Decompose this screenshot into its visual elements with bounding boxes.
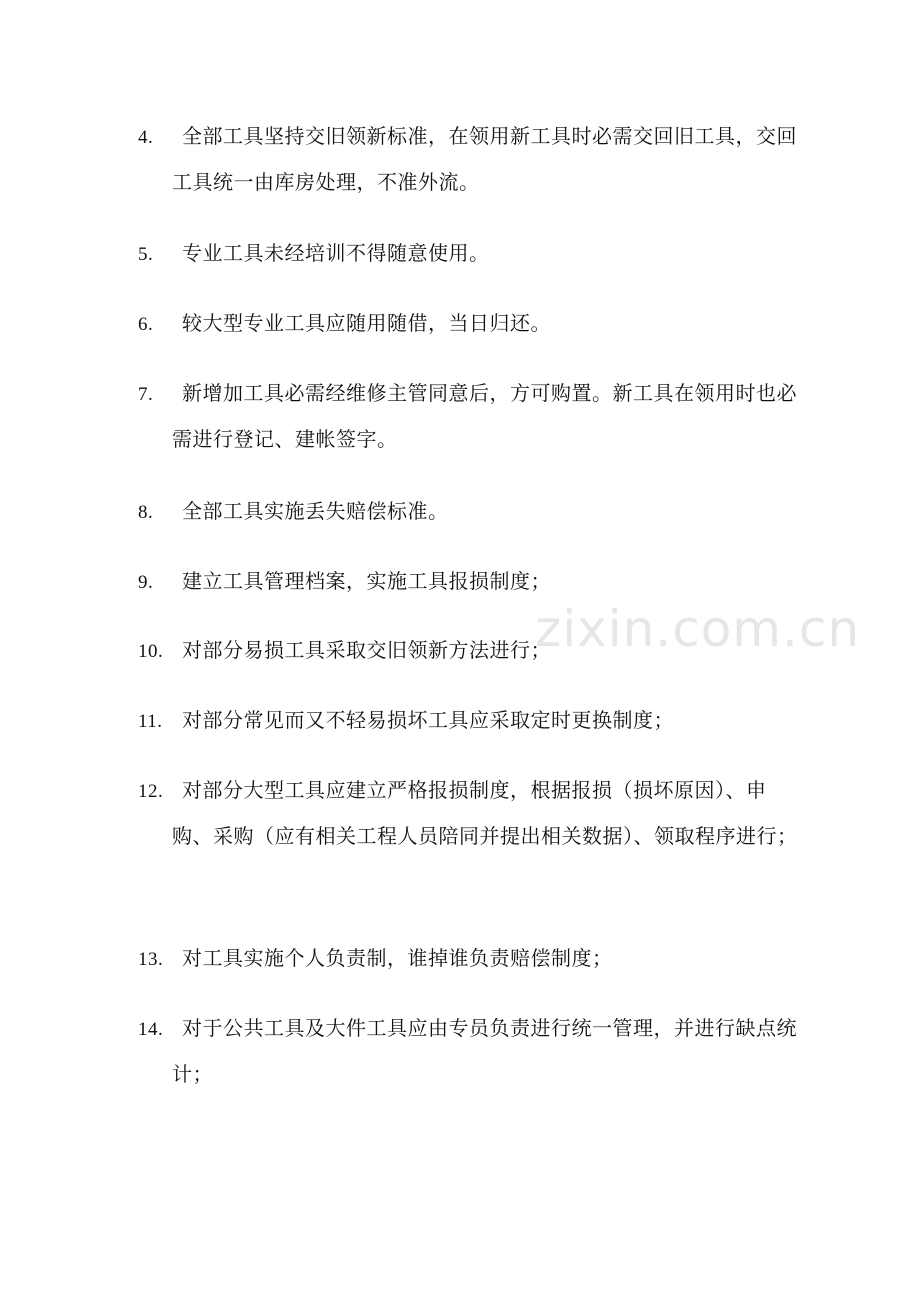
item-number: 7. (138, 384, 154, 405)
list-item (138, 300, 798, 348)
list-item (138, 488, 798, 536)
item-number: 10. (138, 641, 164, 662)
item-number: 4. (138, 127, 154, 148)
list-item (138, 767, 798, 848)
item-number: 9. (138, 572, 154, 593)
item-number: 6. (138, 314, 154, 335)
item-number: 8. (138, 502, 154, 523)
list-item (138, 558, 798, 606)
item-text: 全部工具实施丢失赔偿标准。 (182, 499, 449, 523)
item-text: 对部分大型工具应建立严格报损制度，根据报损（损坏原因）、申购、采购（应有相关工程人员陪同并提出相关数据）、领取程序进行； (172, 778, 798, 848)
item-text: 建立工具管理档案，实施工具报损制度； (182, 569, 551, 593)
item-text: 对部分常见而又不轻易损坏工具应采取定时更换制度； (182, 708, 674, 732)
item-text: 较大型专业工具应随用随借，当日归还。 (182, 311, 551, 335)
item-text: 对工具实施个人负责制，谁掉谁负责赔偿制度； (182, 946, 613, 970)
watermark: zixin.com.cn (535, 600, 861, 658)
item-text: 对部分易损工具采取交旧领新方法进行； (182, 638, 551, 662)
list-item (138, 113, 798, 194)
item-number: 5. (138, 244, 154, 265)
item-text: 全部工具坚持交旧领新标准，在领用新工具时必需交回旧工具，交回工具统一由库房处理，不准外流。 (172, 124, 797, 194)
item-text: 对于公共工具及大件工具应由专员负责进行统一管理，并进行缺点统计； (172, 1016, 797, 1086)
list-item (138, 230, 798, 278)
item-number: 13. (138, 949, 164, 970)
item-number: 14. (138, 1019, 164, 1040)
list-item (138, 697, 798, 745)
item-text: 新增加工具必需经维修主管同意后，方可购置。新工具在领用时也必需进行登记、建帐签字。 (172, 381, 797, 451)
item-number: 11. (138, 711, 163, 732)
item-number: 12. (138, 781, 164, 802)
list-item (138, 1005, 798, 1086)
item-text: 专业工具未经培训不得随意使用。 (182, 241, 490, 265)
list-item (138, 935, 798, 983)
list-item (138, 370, 798, 451)
